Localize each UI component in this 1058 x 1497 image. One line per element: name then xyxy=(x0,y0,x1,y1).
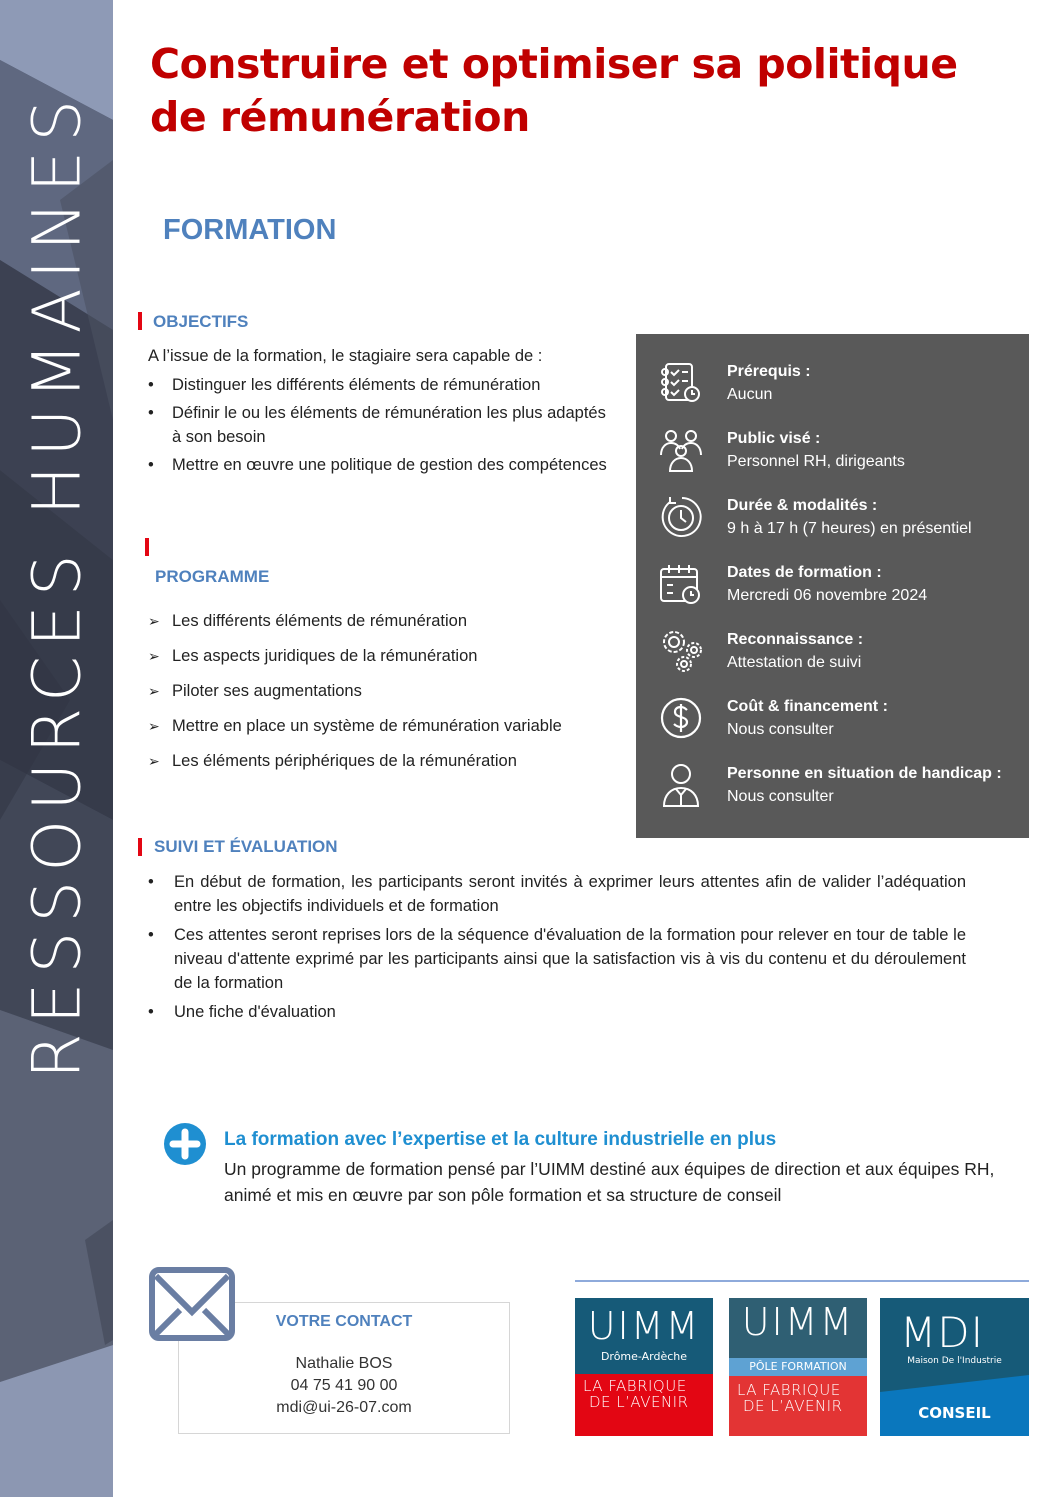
calendar-clock-icon xyxy=(658,561,704,607)
programme-heading: PROGRAMME xyxy=(155,567,270,586)
arrow-bullet-icon: ➢ xyxy=(148,683,160,699)
checklist-clock-icon xyxy=(658,360,704,406)
bullet-icon: • xyxy=(148,404,154,422)
info-row-reconnaissance: Reconnaissance : Attestation de suivi xyxy=(636,628,1029,688)
plus-description: Un programme de formation pensé par l’UIMM destiné aux équipes de direction et aux équipes RH, animé et mis en œuvre par son pôle formation et sa structure de conseil xyxy=(224,1159,995,1205)
sidebar-vertical-title: RESSOURCES HUMAINES xyxy=(18,90,96,1080)
suivi-list xyxy=(148,870,966,1029)
list-item: • Définir le ou les éléments de rémunération les plus adaptés à son besoin xyxy=(148,401,608,449)
objectifs-intro: A l’issue de la formation, le stagiaire sera capable de : xyxy=(148,347,543,365)
objectifs-list xyxy=(148,373,608,481)
section-marker xyxy=(138,838,142,856)
bullet-icon: • xyxy=(148,376,154,394)
bullet-icon: • xyxy=(148,873,154,891)
list-item: • Une fiche d'évaluation xyxy=(148,1000,966,1024)
info-row-dates: Dates de formation : Mercredi 06 novembre 2024 xyxy=(636,561,1029,621)
title-line-1: Construire et optimiser sa politique xyxy=(150,40,958,88)
list-item: • Ces attentes seront reprises lors de la séquence d'évaluation de la formation pour relever en tour de table le niveau d'attente exprimé par les participants ainsi que la satisfaction vis à vis du contenu et du déroulement de la formation xyxy=(148,923,966,995)
info-box xyxy=(636,334,1029,838)
dollar-circle-icon xyxy=(658,695,704,741)
arrow-bullet-icon: ➢ xyxy=(148,718,160,734)
info-row-public: Public visé : Personnel RH, dirigeants xyxy=(636,427,1029,487)
sidebar-banner xyxy=(0,0,113,1497)
plus-title: La formation avec l’expertise et la culture industrielle en plus xyxy=(224,1129,777,1150)
envelope-icon xyxy=(148,1266,236,1342)
person-icon xyxy=(658,762,704,808)
info-row-duree: Durée & modalités : 9 h à 17 h (7 heures) en présentiel xyxy=(636,494,1029,554)
contact-name: Nathalie BOS xyxy=(295,1355,393,1372)
contact-phone[interactable]: 04 75 41 90 00 xyxy=(290,1377,398,1394)
suivi-heading: SUIVI ET ÉVALUATION xyxy=(154,837,338,856)
bullet-icon: • xyxy=(148,926,154,944)
arrow-bullet-icon: ➢ xyxy=(148,753,160,769)
arrow-bullet-icon: ➢ xyxy=(148,613,160,629)
title-line-2: de rémunération xyxy=(150,93,530,141)
logos-divider xyxy=(575,1280,1029,1282)
list-item: ➢ Piloter ses augmentations xyxy=(148,679,562,714)
uimm-drome-ardeche-logo: UIMM Drôme-Ardèche LA FABRIQUE DE L’AVENIR xyxy=(575,1298,713,1436)
contact-email[interactable]: mdi@ui-26-07.com xyxy=(276,1399,412,1416)
group-people-icon xyxy=(658,427,704,473)
list-item: ➢ Les éléments périphériques de la rémunération xyxy=(148,749,562,784)
list-item: • En début de formation, les participants seront invités à exprimer leurs attentes afin de valider l’adéquation entre les objectifs individuels et de formation xyxy=(148,870,966,918)
list-item: ➢ Les différents éléments de rémunération xyxy=(148,609,562,644)
section-marker xyxy=(145,538,149,556)
uimm-pole-formation-logo: UIMM PÔLE FORMATION LA FABRIQUE DE L’AVENIR xyxy=(729,1298,867,1436)
page-subtitle: FORMATION xyxy=(163,214,337,246)
list-item: • Distinguer les différents éléments de rémunération xyxy=(148,373,608,397)
objectifs-heading: OBJECTIFS xyxy=(153,312,249,331)
info-row-handicap: Personne en situation de handicap : Nous consulter xyxy=(636,762,1029,822)
contact-heading: VOTRE CONTACT xyxy=(275,1313,413,1330)
list-item: ➢ Les aspects juridiques de la rémunération xyxy=(148,644,562,679)
info-row-prerequis: Prérequis : Aucun xyxy=(636,360,1029,420)
arrow-bullet-icon: ➢ xyxy=(148,648,160,664)
plus-circle-icon xyxy=(163,1122,207,1166)
list-item: • Mettre en œuvre une politique de gestion des compétences xyxy=(148,453,608,477)
mdi-conseil-logo: MDI Maison De l'Industrie CONSEIL xyxy=(880,1298,1029,1436)
list-item: ➢ Mettre en place un système de rémunération variable xyxy=(148,714,562,749)
clock-refresh-icon xyxy=(658,494,704,540)
gears-people-icon xyxy=(658,628,704,674)
bullet-icon: • xyxy=(148,1003,154,1021)
page-title xyxy=(150,38,1030,144)
section-marker xyxy=(138,312,142,330)
bullet-icon: • xyxy=(148,456,154,474)
info-row-cout: Coût & financement : Nous consulter xyxy=(636,695,1029,755)
programme-list xyxy=(148,609,562,784)
